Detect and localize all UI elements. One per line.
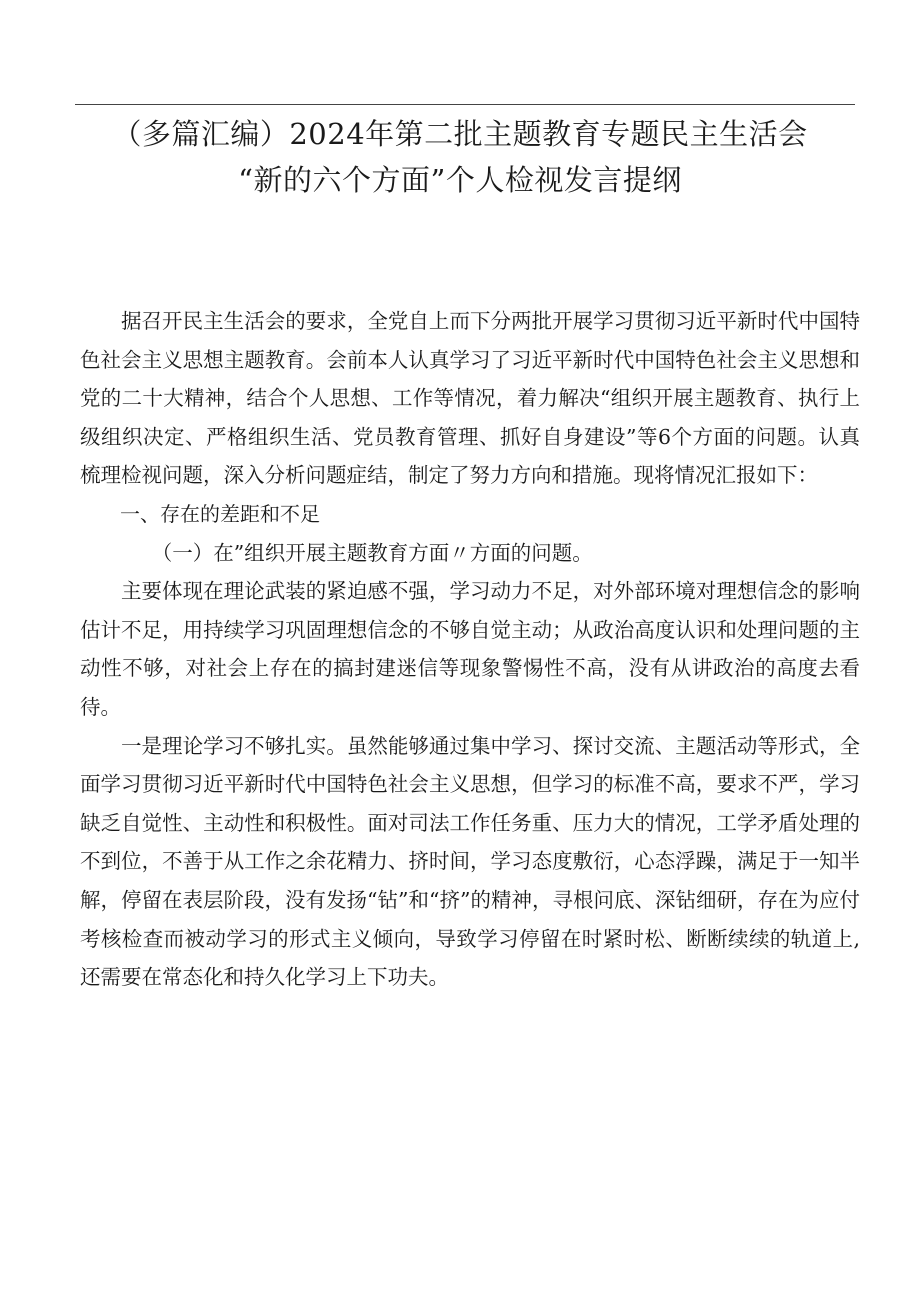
header-rule <box>75 104 855 105</box>
main-paragraph: 主要体现在理论武装的紧迫感不强，学习动力不足，对外部环境对理想信念的影响估计不足，用持续学习巩固理想信念的不够自觉主动；从政治高度认识和处理问题的主动性不够，对社会上存在的搞封建迷信等现象警惕性不高，没有从讲政治的高度去看待。 <box>80 579 860 719</box>
subsection-heading-1: （一）在”组织开展主题教育方面〃方面的问题。 <box>151 540 593 565</box>
point-one-paragraph: 一是理论学习不够扎实。虽然能够通过集中学习、探讨交流、主题活动等形式，全面学习贯彻习近平新时代中国特色社会主义思想，但学习的标准不高，要求不严，学习缺乏自觉性、主动性和积极性。面对司法工作任务重、压力大的情况，工学矛盾处理的不到位，不善于从工作之余花精力、挤时间，学习态度敷衍，心态浮躁，满足于一知半解，停留在表层阶段，没有发扬“钻”和“挤”的精神，寻根问底、深钻细研，存在为应付考核检查而被动学习的形式主义倾向，导致学习停留在时紧时松、断断续续的轨道上,还需要在常态化和持久化学习上下功夫。 <box>80 733 860 990</box>
document-title-line-1: （多篇汇编）2024年第二批主题教育专题民主生活会 <box>112 117 808 151</box>
section-heading-1: 一、存在的差距和不足 <box>120 501 320 526</box>
intro-paragraph: 据召开民主生活会的要求，全党自上而下分两批开展学习贯彻习近平新时代中国特色社会主义思想主题教育。会前本人认真学习了习近平新时代中国特色社会主义思想和党的二十大精神，结合个人思想、工作等情况，着力解决“组织开展主题教育、执行上级组织决定、严格组织生活、党员教育管理、抓好自身建设”等6个方面的问题。认真梳理检视问题，深入分析问题症结，制定了努力方向和措施。现将情况汇报如下： <box>80 309 860 488</box>
document-body <box>80 302 860 997</box>
document-title-line-2: “新的六个方面”个人检视发言提纲 <box>238 163 682 197</box>
